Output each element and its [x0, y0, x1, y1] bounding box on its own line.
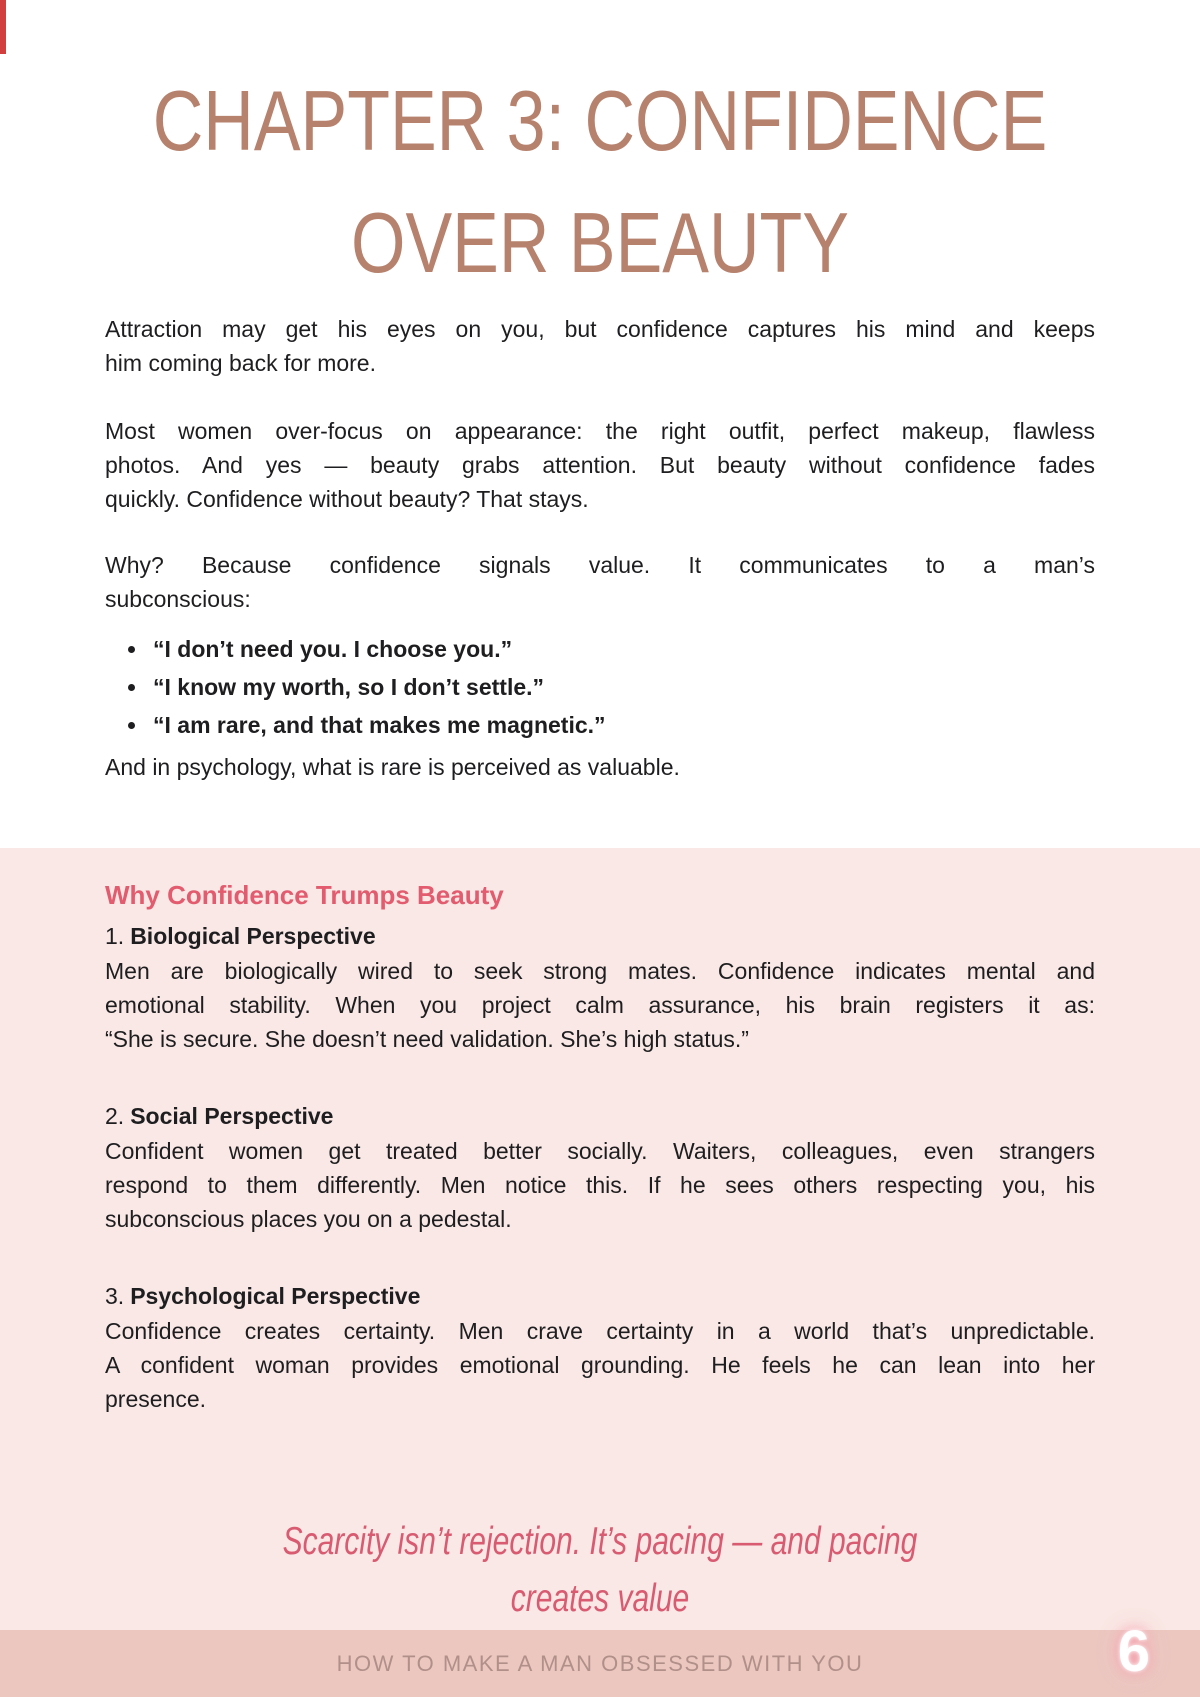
chapter-title [0, 0, 1200, 304]
paragraph-line: A confident woman provides emotional grounding. He feels he can lean into her [105, 1352, 1095, 1378]
intro-section [0, 0, 1200, 848]
paragraph-line: emotional stability. When you project calm assurance, his brain registers it as: [105, 992, 1095, 1018]
intro-content [0, 312, 1200, 784]
footer-band [0, 1630, 1200, 1697]
perspective-item-social [105, 1100, 1095, 1236]
section-heading: Why Confidence Trumps Beauty [105, 880, 504, 910]
perspective-title: Social Perspective [130, 1103, 334, 1129]
perspective-number: 2. [105, 1103, 125, 1129]
perspective-item-biological [105, 920, 1095, 1056]
paragraph-line: Why? Because confidence signals value. It communicates to a man’s [105, 552, 1095, 578]
bullet-item: • “I know my worth, so I don’t settle.” [149, 668, 1095, 706]
perspective-number: 1. [105, 923, 125, 949]
chapter-title-line1: CHAPTER 3: CONFIDENCE [152, 72, 1048, 169]
why-confidence-section [0, 848, 1200, 1630]
paragraph-line: subconscious places you on a pedestal. [105, 1206, 512, 1232]
subconscious-bullet-list [105, 630, 1095, 744]
perspective-number: 3. [105, 1283, 125, 1309]
paragraph-line: presence. [105, 1386, 207, 1412]
paragraph-line: subconscious: [105, 586, 251, 612]
perspective-sub-heading [105, 920, 1095, 952]
perspective-body [105, 1134, 1095, 1236]
perspective-title: Psychological Perspective [130, 1283, 421, 1309]
paragraph-line: quickly. Confidence without beauty? That stays. [105, 486, 589, 512]
paragraph-line: him coming back for more. [105, 350, 376, 376]
perspective-sub-heading [105, 1280, 1095, 1312]
paragraph-line: Confident women get treated better socially. Waiters, colleagues, even strangers [105, 1138, 1095, 1164]
bullet-item: • “I don’t need you. I choose you.” [149, 630, 1095, 668]
page-number: 6 [1117, 1619, 1150, 1684]
paragraph-line: respond to them differently. Men notice this. If he sees others respecting you, his [105, 1172, 1095, 1198]
intro-paragraph-2 [105, 414, 1095, 516]
perspective-sub-heading [105, 1100, 1095, 1132]
perspective-body [105, 954, 1095, 1056]
paragraph-line: Men are biologically wired to seek strong mates. Confidence indicates mental and [105, 958, 1095, 984]
paragraph-line: “She is secure. She doesn’t need validation. She’s high status.” [105, 1026, 749, 1052]
closing-quote-line1: Scarcity isn’t rejection. It’s pacing — and pacing [282, 1520, 918, 1563]
intro-paragraph-4: And in psychology, what is rare is perceived as valuable. [105, 754, 680, 780]
paragraph-line: Attraction may get his eyes on you, but confidence captures his mind and keeps [105, 316, 1095, 342]
closing-quote-line2: creates value [510, 1577, 690, 1621]
perspective-title: Biological Perspective [130, 923, 376, 949]
paragraph-line: photos. And yes — beauty grabs attention. But beauty without confidence fades [105, 452, 1095, 478]
closing-quote [0, 1514, 1200, 1628]
perspective-body [105, 1314, 1095, 1416]
bullet-item: • “I am rare, and that makes me magnetic.” [149, 706, 1095, 744]
intro-paragraph-3 [105, 548, 1095, 616]
perspective-item-psychological [105, 1280, 1095, 1416]
paragraph-line: Confidence creates certainty. Men crave certainty in a world that’s unpredictable. [105, 1318, 1095, 1344]
footer-title: HOW TO MAKE A MAN OBSESSED WITH YOU [336, 1650, 864, 1676]
intro-paragraph-1 [105, 312, 1095, 380]
paragraph-line: Most women over-focus on appearance: the right outfit, perfect makeup, flawless [105, 418, 1095, 444]
chapter-title-line2: OVER BEAUTY [351, 194, 849, 291]
